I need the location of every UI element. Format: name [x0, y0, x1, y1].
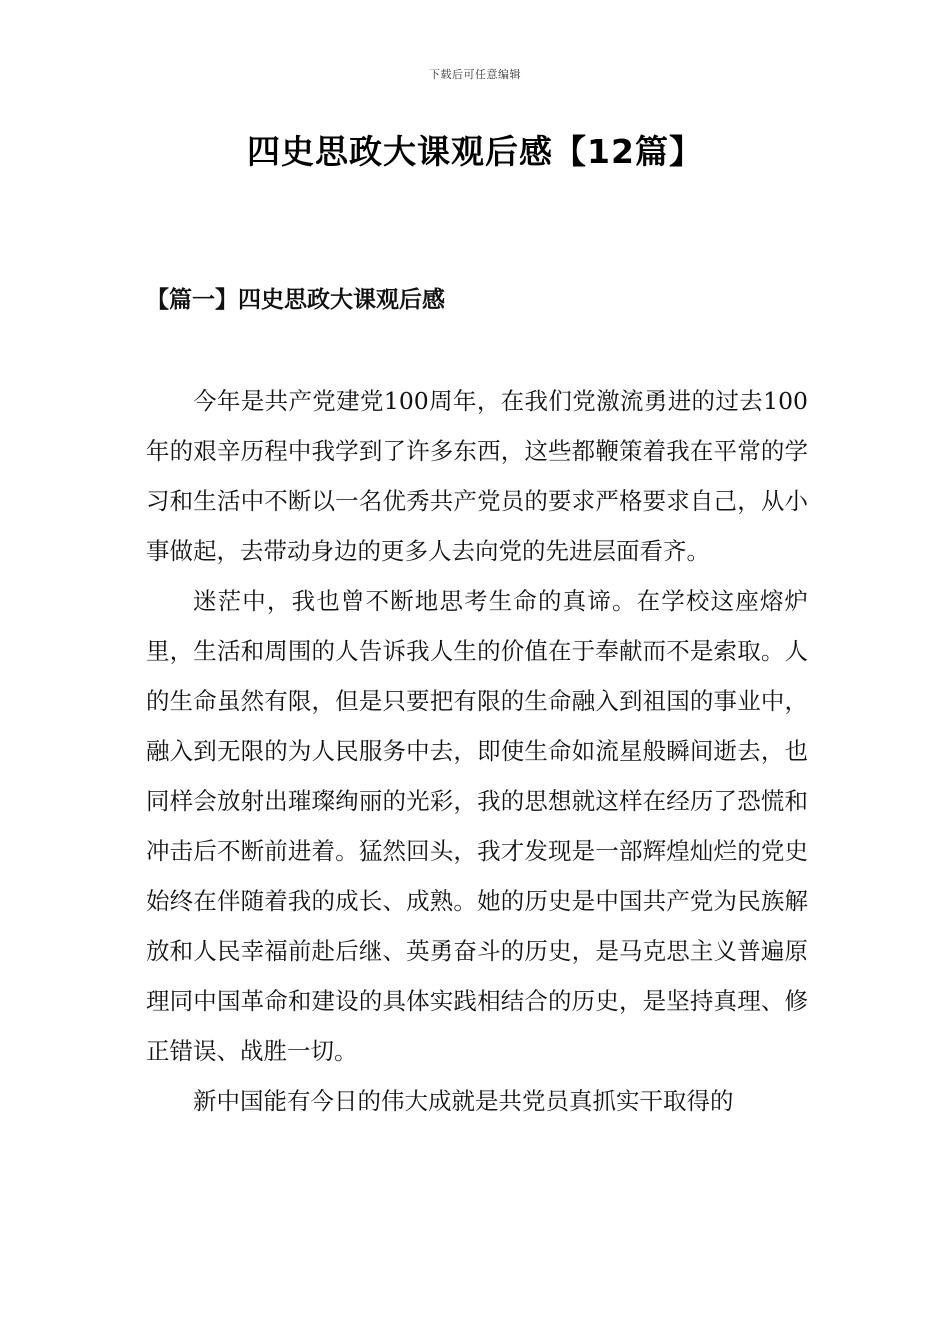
paragraph: 新中国能有今日的伟大成就是共党员真抓实干取得的 [193, 1087, 734, 1115]
header-note: 下载后可任意编辑 [429, 68, 521, 81]
body-text [146, 376, 808, 1126]
section-heading: 【篇一】四史思政大课观后感 [146, 286, 445, 313]
document-title: 四史思政大课观后感【12篇】 [247, 132, 703, 171]
paragraph: 迷茫中，我也曾不断地思考生命的真谛。在学校这座熔炉里，生活和周围的人告诉我人生的价值在于奉献而不是索取。人的生命虽然有限，但是只要把有限的生命融入到祖国的事业中，融入到无限的为人民服务中去，即使生命如流星般瞬间逝去，也同样会放射出璀璨绚丽的光彩，我的思想就这样在经历了恐慌和冲击后不断前进着。猛然回头，我才发现是一部辉煌灿烂的党史始终在伴随着我的成长、成熟。她的历史是中国共产党为民族解放和人民幸福前赴后继、英勇奋斗的历史，是马克思主义普遍原理同中国革命和建设的具体实践相结合的历史，是坚持真理、修正错误、战胜一切。 [146, 587, 808, 1065]
paragraph: 今年是共产党建党100周年，在我们党激流勇进的过去100年的艰辛历程中我学到了许多东西，这些都鞭策着我在平常的学习和生活中不断以一名优秀共产党员的要求严格要求自己，从小事做起，去带动身边的更多人去向党的先进层面看齐。 [146, 387, 808, 565]
